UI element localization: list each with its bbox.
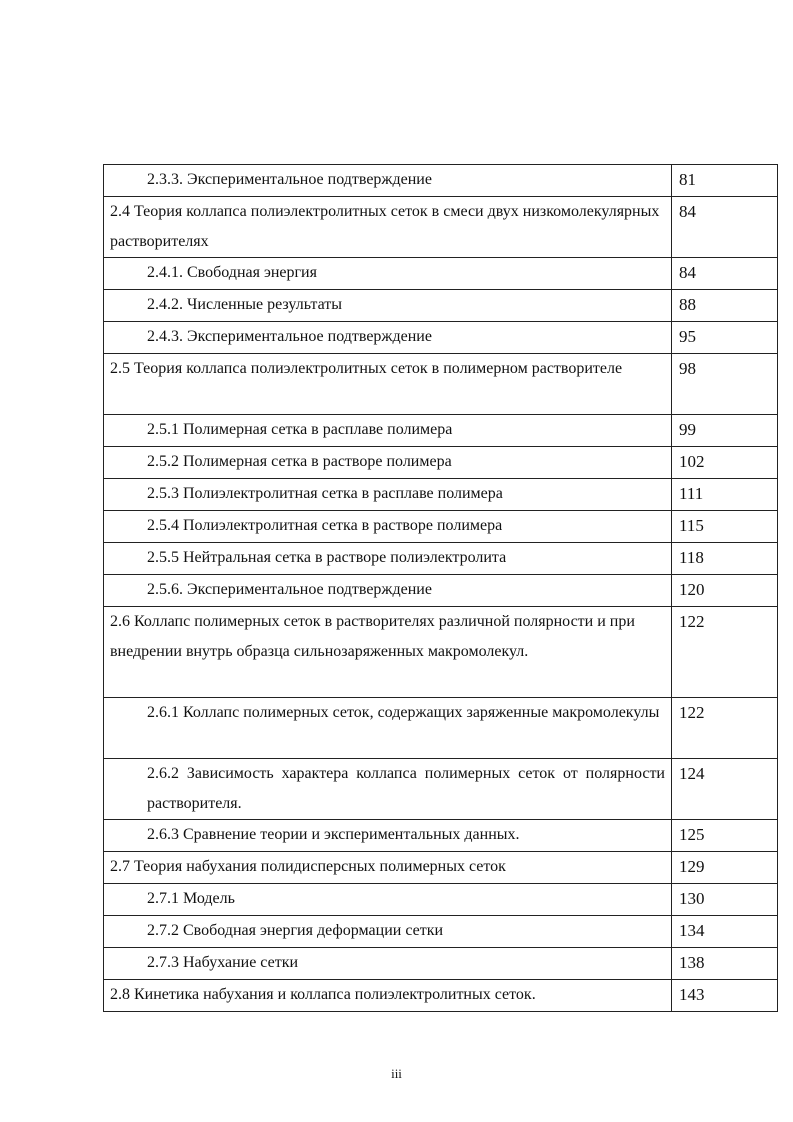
toc-entry-page: 84 (672, 197, 778, 258)
toc-entry-page: 102 (672, 447, 778, 479)
toc-entry-title: 2.8 Кинетика набухания и коллапса полиэлектролитных сеток. (104, 980, 672, 1012)
toc-row (104, 948, 778, 980)
toc-entry-page: 118 (672, 543, 778, 575)
toc-entry-title: 2.4 Теория коллапса полиэлектролитных сеток в смеси двух низкомолекулярных растворителях (104, 197, 672, 258)
toc-row (104, 197, 778, 258)
toc-entry-title: 2.4.2. Численные результаты (104, 290, 672, 322)
toc-entry-title: 2.6.3 Сравнение теории и экспериментальных данных. (104, 820, 672, 852)
toc-row (104, 884, 778, 916)
toc-entry-title: 2.5 Теория коллапса полиэлектролитных сеток в полимерном растворителе (104, 354, 672, 415)
toc-entry-page: 143 (672, 980, 778, 1012)
toc-row (104, 165, 778, 197)
toc-row (104, 290, 778, 322)
toc-entry-title: 2.5.2 Полимерная сетка в растворе полимера (104, 447, 672, 479)
toc-row (104, 415, 778, 447)
toc-row (104, 698, 778, 759)
toc-entry-page: 84 (672, 258, 778, 290)
toc-row (104, 322, 778, 354)
toc-row (104, 820, 778, 852)
toc-row (104, 852, 778, 884)
toc-row (104, 447, 778, 479)
toc-entry-title: 2.5.4 Полиэлектролитная сетка в растворе полимера (104, 511, 672, 543)
toc-entry-title: 2.4.1. Свободная энергия (104, 258, 672, 290)
toc-row (104, 575, 778, 607)
toc-row (104, 354, 778, 415)
toc-entry-title: 2.7 Теория набухания полидисперсных полимерных сеток (104, 852, 672, 884)
toc-entry-title: 2.5.6. Экспериментальное подтверждение (104, 575, 672, 607)
toc-entry-page: 95 (672, 322, 778, 354)
toc-entry-page: 129 (672, 852, 778, 884)
toc-row (104, 980, 778, 1012)
toc-entry-title: 2.3.3. Экспериментальное подтверждение (104, 165, 672, 197)
toc-entry-page: 122 (672, 607, 778, 698)
toc-entry-title: 2.6.2 Зависимость характера коллапса полимерных сеток от полярности растворителя. (104, 759, 672, 820)
toc-table (103, 164, 778, 1012)
toc-row (104, 607, 778, 698)
toc-entry-title: 2.7.2 Свободная энергия деформации сетки (104, 916, 672, 948)
toc-entry-page: 98 (672, 354, 778, 415)
toc-row (104, 258, 778, 290)
toc-entry-page: 88 (672, 290, 778, 322)
toc-entry-title: 2.7.3 Набухание сетки (104, 948, 672, 980)
toc-row (104, 759, 778, 820)
toc-entry-title: 2.6.1 Коллапс полимерных сеток, содержащих заряженные макромолекулы (104, 698, 672, 759)
toc-entry-title: 2.7.1 Модель (104, 884, 672, 916)
toc-entry-title: 2.5.5 Нейтральная сетка в растворе полиэлектролита (104, 543, 672, 575)
toc-entry-page: 81 (672, 165, 778, 197)
toc-entry-page: 134 (672, 916, 778, 948)
toc-entry-page: 124 (672, 759, 778, 820)
toc-row (104, 916, 778, 948)
toc-entry-page: 99 (672, 415, 778, 447)
toc-entry-title: 2.5.3 Полиэлектролитная сетка в расплаве полимера (104, 479, 672, 511)
toc-row (104, 543, 778, 575)
toc-entry-page: 115 (672, 511, 778, 543)
toc-entry-page: 125 (672, 820, 778, 852)
toc-row (104, 511, 778, 543)
page-number: iii (391, 1066, 402, 1081)
toc-entry-page: 130 (672, 884, 778, 916)
toc-entry-page: 111 (672, 479, 778, 511)
toc-row (104, 479, 778, 511)
toc-entry-page: 120 (672, 575, 778, 607)
toc-entry-title: 2.4.3. Экспериментальное подтверждение (104, 322, 672, 354)
toc-entry-page: 138 (672, 948, 778, 980)
toc-entry-title: 2.5.1 Полимерная сетка в расплаве полимера (104, 415, 672, 447)
toc-entry-page: 122 (672, 698, 778, 759)
toc-entry-title: 2.6 Коллапс полимерных сеток в растворителях различной полярности и при внедрении внутрь образца сильнозаряженных макромолекул. (104, 607, 672, 698)
